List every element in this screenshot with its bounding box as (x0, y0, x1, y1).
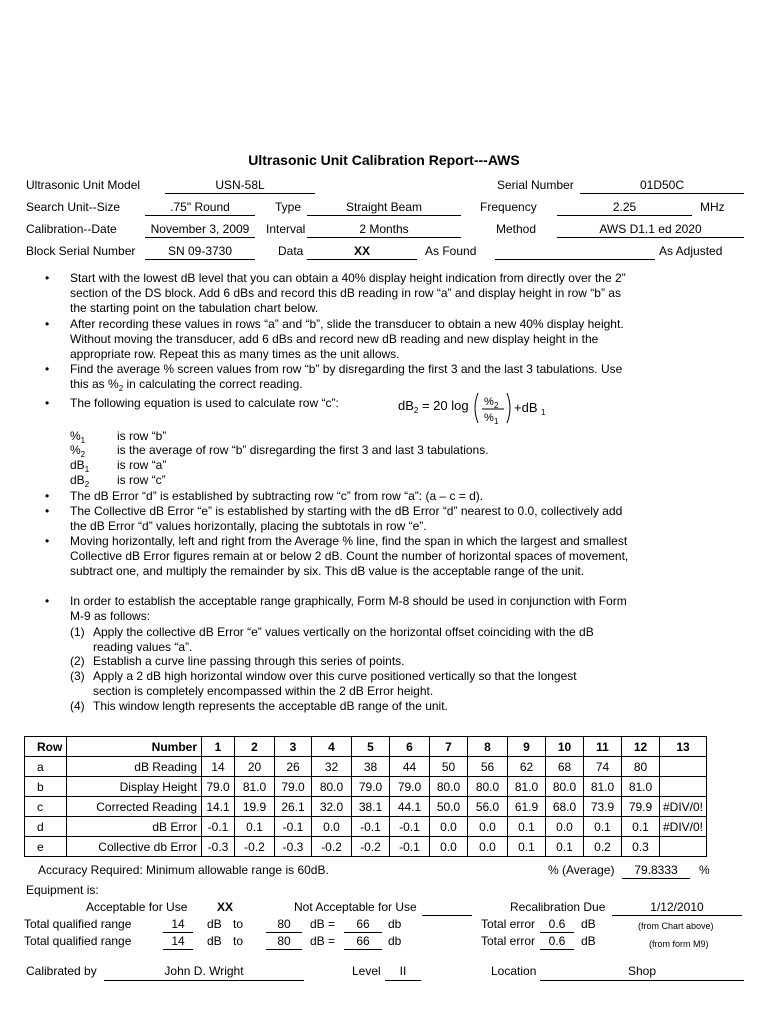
interval-value: 2 Months (359, 222, 409, 236)
row-id: c (25, 797, 67, 817)
table-cell: 0.0 (468, 817, 508, 837)
header-number: Number (67, 737, 202, 757)
equation-fraction (472, 390, 562, 426)
tqr-label-1: Total qualified range (24, 917, 132, 931)
row-label: Collective db Error (67, 837, 202, 857)
step-2-num: (2) (70, 654, 85, 668)
step-3-text: Apply a 2 dB high horizontal window over this curve positioned vertically so that the longest section is completely encompassed within the 2 dB Error height. (93, 669, 577, 698)
tqr-to-val-2: 80 (277, 934, 291, 948)
tqr-dbeq-2: dB = (310, 934, 336, 948)
total-error-1: 0.6 (548, 917, 566, 931)
table-cell: 0.0 (546, 817, 584, 837)
cal-date-value: November 3, 2009 (150, 222, 250, 236)
tqr-from-1: 14 (171, 917, 185, 931)
freq-value: 2.25 (612, 200, 637, 214)
interval-label: Interval (266, 222, 306, 236)
def-sym-1: $\%_1$ (70, 429, 86, 445)
table-cell: 14 (202, 757, 235, 777)
block-value: SN 09-3730 (167, 244, 233, 258)
row-label: Display Height (67, 777, 202, 797)
table-cell: 0.0 (312, 817, 352, 837)
table-cell: 81.0 (235, 777, 275, 797)
table-cell: 50.0 (430, 797, 468, 817)
table-cell: 0.1 (584, 817, 622, 837)
recal-date: 1/12/2010 (650, 900, 704, 914)
table-cell: 26.1 (275, 797, 312, 817)
table-cell: 32.0 (312, 797, 352, 817)
step-2-text: Establish a curve line passing through this series of points. (93, 654, 405, 668)
avg-label: % (Average) (548, 863, 615, 877)
location-label: Location (491, 964, 537, 978)
table-cell: -0.1 (275, 817, 312, 837)
table-cell: 0.0 (430, 837, 468, 857)
header-row: Row (25, 737, 67, 757)
not-acceptable-label: Not Acceptable for Use (294, 900, 417, 914)
as-adjusted: As Adjusted (659, 244, 723, 258)
table-cell: 81.0 (508, 777, 546, 797)
table-cell: 0.0 (430, 817, 468, 837)
model-value: USN-58L (215, 178, 265, 192)
svg-text:%: % (484, 396, 494, 408)
bullet-2: • After recording these values in rows “a” and “b”, slide the transducer to obtain a new 40% display height. Without moving the transducer, add 6 dBs and record new dB reading and new display height in the appropriate row. Repeat this as many times as the unit allows. (45, 317, 624, 361)
table-row (25, 797, 707, 817)
te-db-2: dB (581, 934, 596, 948)
header-col-3: 3 (275, 737, 312, 757)
table-row (25, 837, 707, 857)
data-label: Data (278, 244, 304, 258)
table-cell: 44 (390, 757, 430, 777)
step-1-num: (1) (70, 625, 85, 639)
table-cell: 68 (546, 757, 584, 777)
def-desc-4: is row “c” (117, 473, 166, 487)
table-cell: 44.1 (390, 797, 430, 817)
tqr-dbl-1: db (388, 917, 402, 931)
table-cell: -0.3 (275, 837, 312, 857)
table-cell: 20 (235, 757, 275, 777)
bullet-8: • In order to establish the acceptable range graphically, Form M-8 should be used in conjunction with Form M-9 as follows: (45, 594, 627, 623)
table-cell: 0.1 (622, 817, 660, 837)
te-db-1: dB (581, 917, 596, 931)
table-cell: 68.0 (546, 797, 584, 817)
tqr-db-1: dB (207, 917, 222, 931)
row-id: a (25, 757, 67, 777)
table-cell: 56 (468, 757, 508, 777)
type-value: Straight Beam (345, 200, 423, 214)
acceptable-label: Acceptable for Use (86, 900, 188, 914)
model-label: Ultrasonic Unit Model (26, 178, 141, 192)
table-cell: 50 (430, 757, 468, 777)
table-cell: 79.0 (275, 777, 312, 797)
recal-label: Recalibration Due (510, 900, 606, 914)
table-cell: -0.1 (352, 817, 390, 837)
table-cell: 80 (622, 757, 660, 777)
table-cell: 38.1 (352, 797, 390, 817)
step-3-num: (3) (70, 669, 85, 683)
table-cell: 0.1 (508, 817, 546, 837)
avg-value: 79.8333 (634, 863, 678, 877)
table-cell: 73.9 (584, 797, 622, 817)
calibrated-by-label: Calibrated by (26, 964, 97, 978)
table-cell (660, 837, 707, 857)
step-4-num: (4) (70, 699, 85, 713)
def-sym-3: $dB_1$ (70, 458, 90, 474)
bullet-5: • The dB Error “d” is established by subtracting row “c” from row “a”: (a – c = d). (45, 489, 484, 503)
table-row (25, 777, 707, 797)
table-cell: 62 (508, 757, 546, 777)
table-cell: 80.0 (312, 777, 352, 797)
equation: $dB_2 = 20$ log (398, 398, 469, 415)
block-label: Block Serial Number (26, 244, 136, 258)
tqr-label-2: Total qualified range (24, 934, 132, 948)
size-label: Search Unit--Size (26, 200, 121, 214)
tqr-eq-2: 66 (356, 934, 370, 948)
table-cell: 79.0 (202, 777, 235, 797)
table-cell: -0.2 (235, 837, 275, 857)
table-cell: 0.1 (546, 837, 584, 857)
bullet-7: • Moving horizontally, left and right from the Average % line, find the span in which the largest and smallest Collective dB Error figures remain at or below 2 dB. Count the number of horizontal spaces of movement, subtract one, and multiply the remainder by six. This dB value is the acceptable range of the unit. (45, 534, 629, 578)
table-cell: 80.0 (468, 777, 508, 797)
row-label: dB Error (67, 817, 202, 837)
header-col-4: 4 (312, 737, 352, 757)
def-desc-2: is the average of row “b” disregarding the first 3 and last 3 tabulations. (117, 443, 489, 457)
header-col-5: 5 (352, 737, 390, 757)
svg-text:1: 1 (541, 408, 546, 417)
table-cell: 38 (352, 757, 390, 777)
note-1: (from Chart above) (638, 921, 714, 931)
tqr-dbeq-1: dB = (310, 917, 336, 931)
def-desc-3: is row “a” (117, 458, 167, 472)
total-error-label-2: Total error (481, 934, 536, 948)
calibration-table (24, 736, 707, 857)
header-col-13: 13 (660, 737, 707, 757)
table-cell: 79.9 (622, 797, 660, 817)
row-label: Corrected Reading (67, 797, 202, 817)
header-col-1: 1 (202, 737, 235, 757)
table-cell: 80.0 (430, 777, 468, 797)
table-header-row (25, 737, 707, 757)
header-col-11: 11 (584, 737, 622, 757)
table-cell: 79.0 (352, 777, 390, 797)
table-cell: -0.1 (202, 817, 235, 837)
def-sym-2: $\%_2$ (70, 443, 86, 459)
def-sym-4: $dB_2$ (70, 473, 90, 489)
bullet-6: • The Collective dB Error “e” is established by starting with the dB Error “d” nearest to 0.0, collectively add the dB Error “d” values horizontally, placing the subtotals in row “e”. (45, 504, 623, 533)
table-cell: #DIV/0! (660, 797, 707, 817)
as-found: As Found (425, 244, 477, 258)
header-col-2: 2 (235, 737, 275, 757)
table-cell: #DIV/0! (660, 817, 707, 837)
tqr-eq-1: 66 (356, 917, 370, 931)
header-col-6: 6 (390, 737, 430, 757)
table-cell: 81.0 (622, 777, 660, 797)
table-cell (660, 757, 707, 777)
table-cell: 14.1 (202, 797, 235, 817)
row-id: e (25, 837, 67, 857)
note-2: (from form M9) (649, 939, 709, 949)
table-row (25, 757, 707, 777)
table-cell: 0.3 (622, 837, 660, 857)
row-id: b (25, 777, 67, 797)
table-cell: 0.1 (235, 817, 275, 837)
table-cell: 74 (584, 757, 622, 777)
step-4-text: This window length represents the acceptable dB range of the unit. (93, 699, 448, 713)
method-value: AWS D1.1 ed 2020 (599, 222, 702, 236)
avg-unit: % (699, 863, 710, 877)
row-id: d (25, 817, 67, 837)
header-col-8: 8 (468, 737, 508, 757)
cal-date-label: Calibration--Date (26, 222, 117, 236)
table-cell: -0.1 (390, 817, 430, 837)
header-col-7: 7 (430, 737, 468, 757)
equipment-label: Equipment is: (26, 883, 99, 897)
location-value: Shop (627, 964, 657, 978)
table-cell: -0.2 (352, 837, 390, 857)
header-col-10: 10 (546, 737, 584, 757)
method-label: Method (496, 222, 537, 236)
serial-value: 01D50C (639, 178, 685, 192)
svg-text:2: 2 (494, 401, 499, 410)
level-value: II (399, 964, 407, 978)
svg-text:1: 1 (494, 417, 499, 426)
tqr-db-2: dB (207, 934, 222, 948)
accuracy-text: Accuracy Required: Minimum allowable range is 60dB. (38, 863, 329, 877)
report-title: Ultrasonic Unit Calibration Report---AWS (248, 152, 520, 168)
freq-label: Frequency (480, 200, 537, 214)
svg-text:+dB: +dB (514, 400, 538, 415)
freq-unit: MHz (700, 200, 725, 214)
table-cell: -0.3 (202, 837, 235, 857)
type-label: Type (275, 200, 302, 214)
table-cell: 0.1 (508, 837, 546, 857)
calibrated-by: John D. Wright (164, 964, 244, 978)
table-row (25, 817, 707, 837)
table-cell: 0.0 (468, 837, 508, 857)
level-label: Level (352, 964, 381, 978)
header-col-12: 12 (622, 737, 660, 757)
svg-text:%: % (484, 412, 494, 424)
table-cell: 26 (275, 757, 312, 777)
bullet-4: • The following equation is used to calculate row “c”: (45, 396, 339, 410)
step-1-text: Apply the collective dB Error “e” values vertically on the horizontal offset coinciding with the dB reading values “a”. (93, 625, 594, 654)
table-cell: 32 (312, 757, 352, 777)
total-error-label-1: Total error (481, 917, 536, 931)
total-error-2: 0.6 (548, 934, 566, 948)
tqr-to-val-1: 80 (277, 917, 291, 931)
tqr-from-2: 14 (171, 934, 185, 948)
data-mark: XX (353, 244, 370, 258)
row-label: dB Reading (67, 757, 202, 777)
table-cell: -0.1 (390, 837, 430, 857)
size-value: .75" Round (170, 200, 230, 214)
table-cell: 80.0 (546, 777, 584, 797)
table-cell: 56.0 (468, 797, 508, 817)
def-desc-1: is row “b” (117, 429, 167, 443)
bullet-1: • Start with the lowest dB level that you can obtain a 40% display height indication from directly over the 2” section of the DS block. Add 6 dBs and record this dB reading in row “a” and display height in row “b” as the starting point on the tabulation chart below. (45, 271, 626, 315)
serial-label: Serial Number (497, 178, 574, 192)
table-cell: -0.2 (312, 837, 352, 857)
table-cell: 0.2 (584, 837, 622, 857)
bullet-3: • Find the average % screen values from row “b” by disregarding the first 3 and the last 3 tabulations. Use this as $\%_2$ in calculating the correct reading. (45, 362, 623, 393)
tqr-to-1: to (233, 917, 244, 931)
table-cell: 81.0 (584, 777, 622, 797)
table-cell: 61.9 (508, 797, 546, 817)
tqr-to-2: to (233, 934, 244, 948)
table-cell: 79.0 (390, 777, 430, 797)
header-col-9: 9 (508, 737, 546, 757)
tqr-dbl-2: db (388, 934, 402, 948)
acceptable-mark: XX (216, 900, 233, 914)
table-cell: 19.9 (235, 797, 275, 817)
table-cell (660, 777, 707, 797)
